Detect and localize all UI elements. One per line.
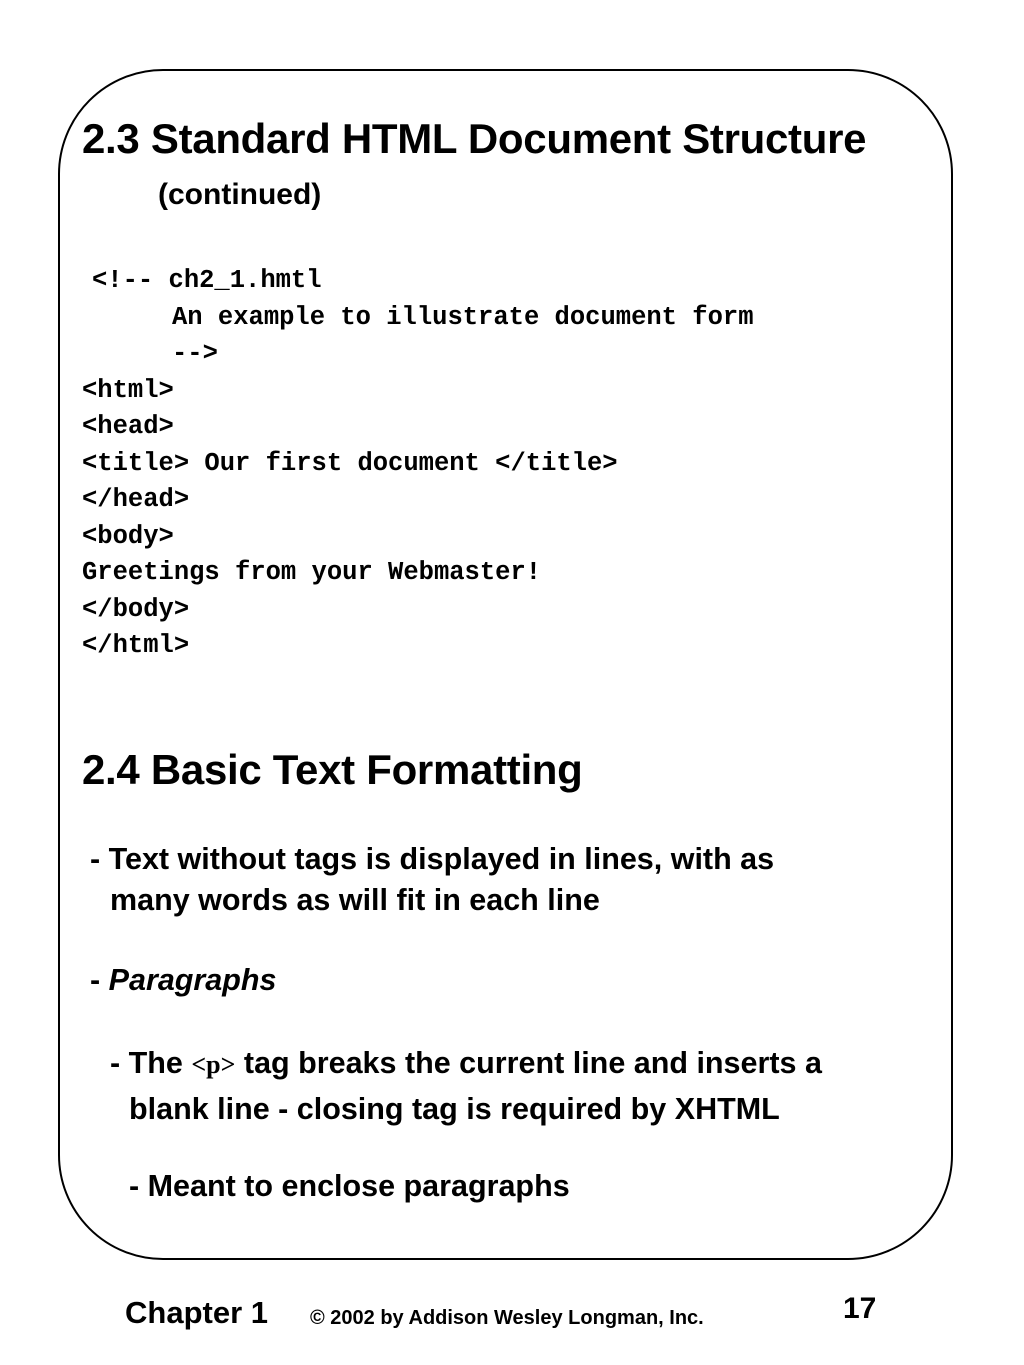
- sub-bullet-suffix: tag breaks the current line and inserts a: [235, 1046, 822, 1080]
- sub-bullet-prefix: - The: [110, 1046, 192, 1080]
- code-example: [82, 263, 754, 665]
- code-line: </html>: [82, 631, 190, 660]
- bullet-line: many words as will fit in each line: [110, 883, 600, 917]
- code-line: <head>: [82, 412, 174, 441]
- footer-copyright: © 2002 by Addison Wesley Longman, Inc.: [310, 1307, 704, 1329]
- sub-bullet-p-tag: [110, 1041, 822, 1131]
- bullet-paragraphs: [90, 960, 276, 1001]
- bullet-dash: -: [90, 963, 109, 997]
- sub-bullet-line: [110, 1041, 822, 1087]
- code-line: </body>: [82, 594, 190, 624]
- section-heading-2-3: 2.3 Standard HTML Document Structure: [82, 115, 867, 162]
- code-line: <!-- ch2_1.hmtl: [92, 266, 322, 295]
- bullet-line: - Text without tags is displayed in lines, with as: [90, 842, 775, 876]
- page-number: 17: [843, 1292, 877, 1325]
- code-line: <title> Our first document </title>: [82, 448, 618, 478]
- p-tag-code: <p>: [191, 1050, 236, 1079]
- sub-bullet-enclose-paragraphs: - Meant to enclose paragraphs: [129, 1169, 570, 1203]
- code-line: -->: [172, 339, 218, 368]
- section-heading-continued: (continued): [158, 178, 322, 211]
- bullet-label-paragraphs: Paragraphs: [108, 963, 277, 997]
- sub-bullet-line: blank line - closing tag is required by XHTML: [129, 1092, 780, 1126]
- bullet-text-without-tags: [90, 839, 774, 921]
- footer-chapter: Chapter 1: [125, 1295, 268, 1330]
- code-line: <html>: [82, 375, 174, 405]
- code-line: </head>: [82, 485, 190, 514]
- code-line: Greetings from your Webmaster!: [82, 558, 542, 587]
- code-line: An example to illustrate document form: [172, 302, 754, 332]
- section-heading-2-4: 2.4 Basic Text Formatting: [82, 746, 583, 793]
- code-line: <body>: [82, 521, 174, 551]
